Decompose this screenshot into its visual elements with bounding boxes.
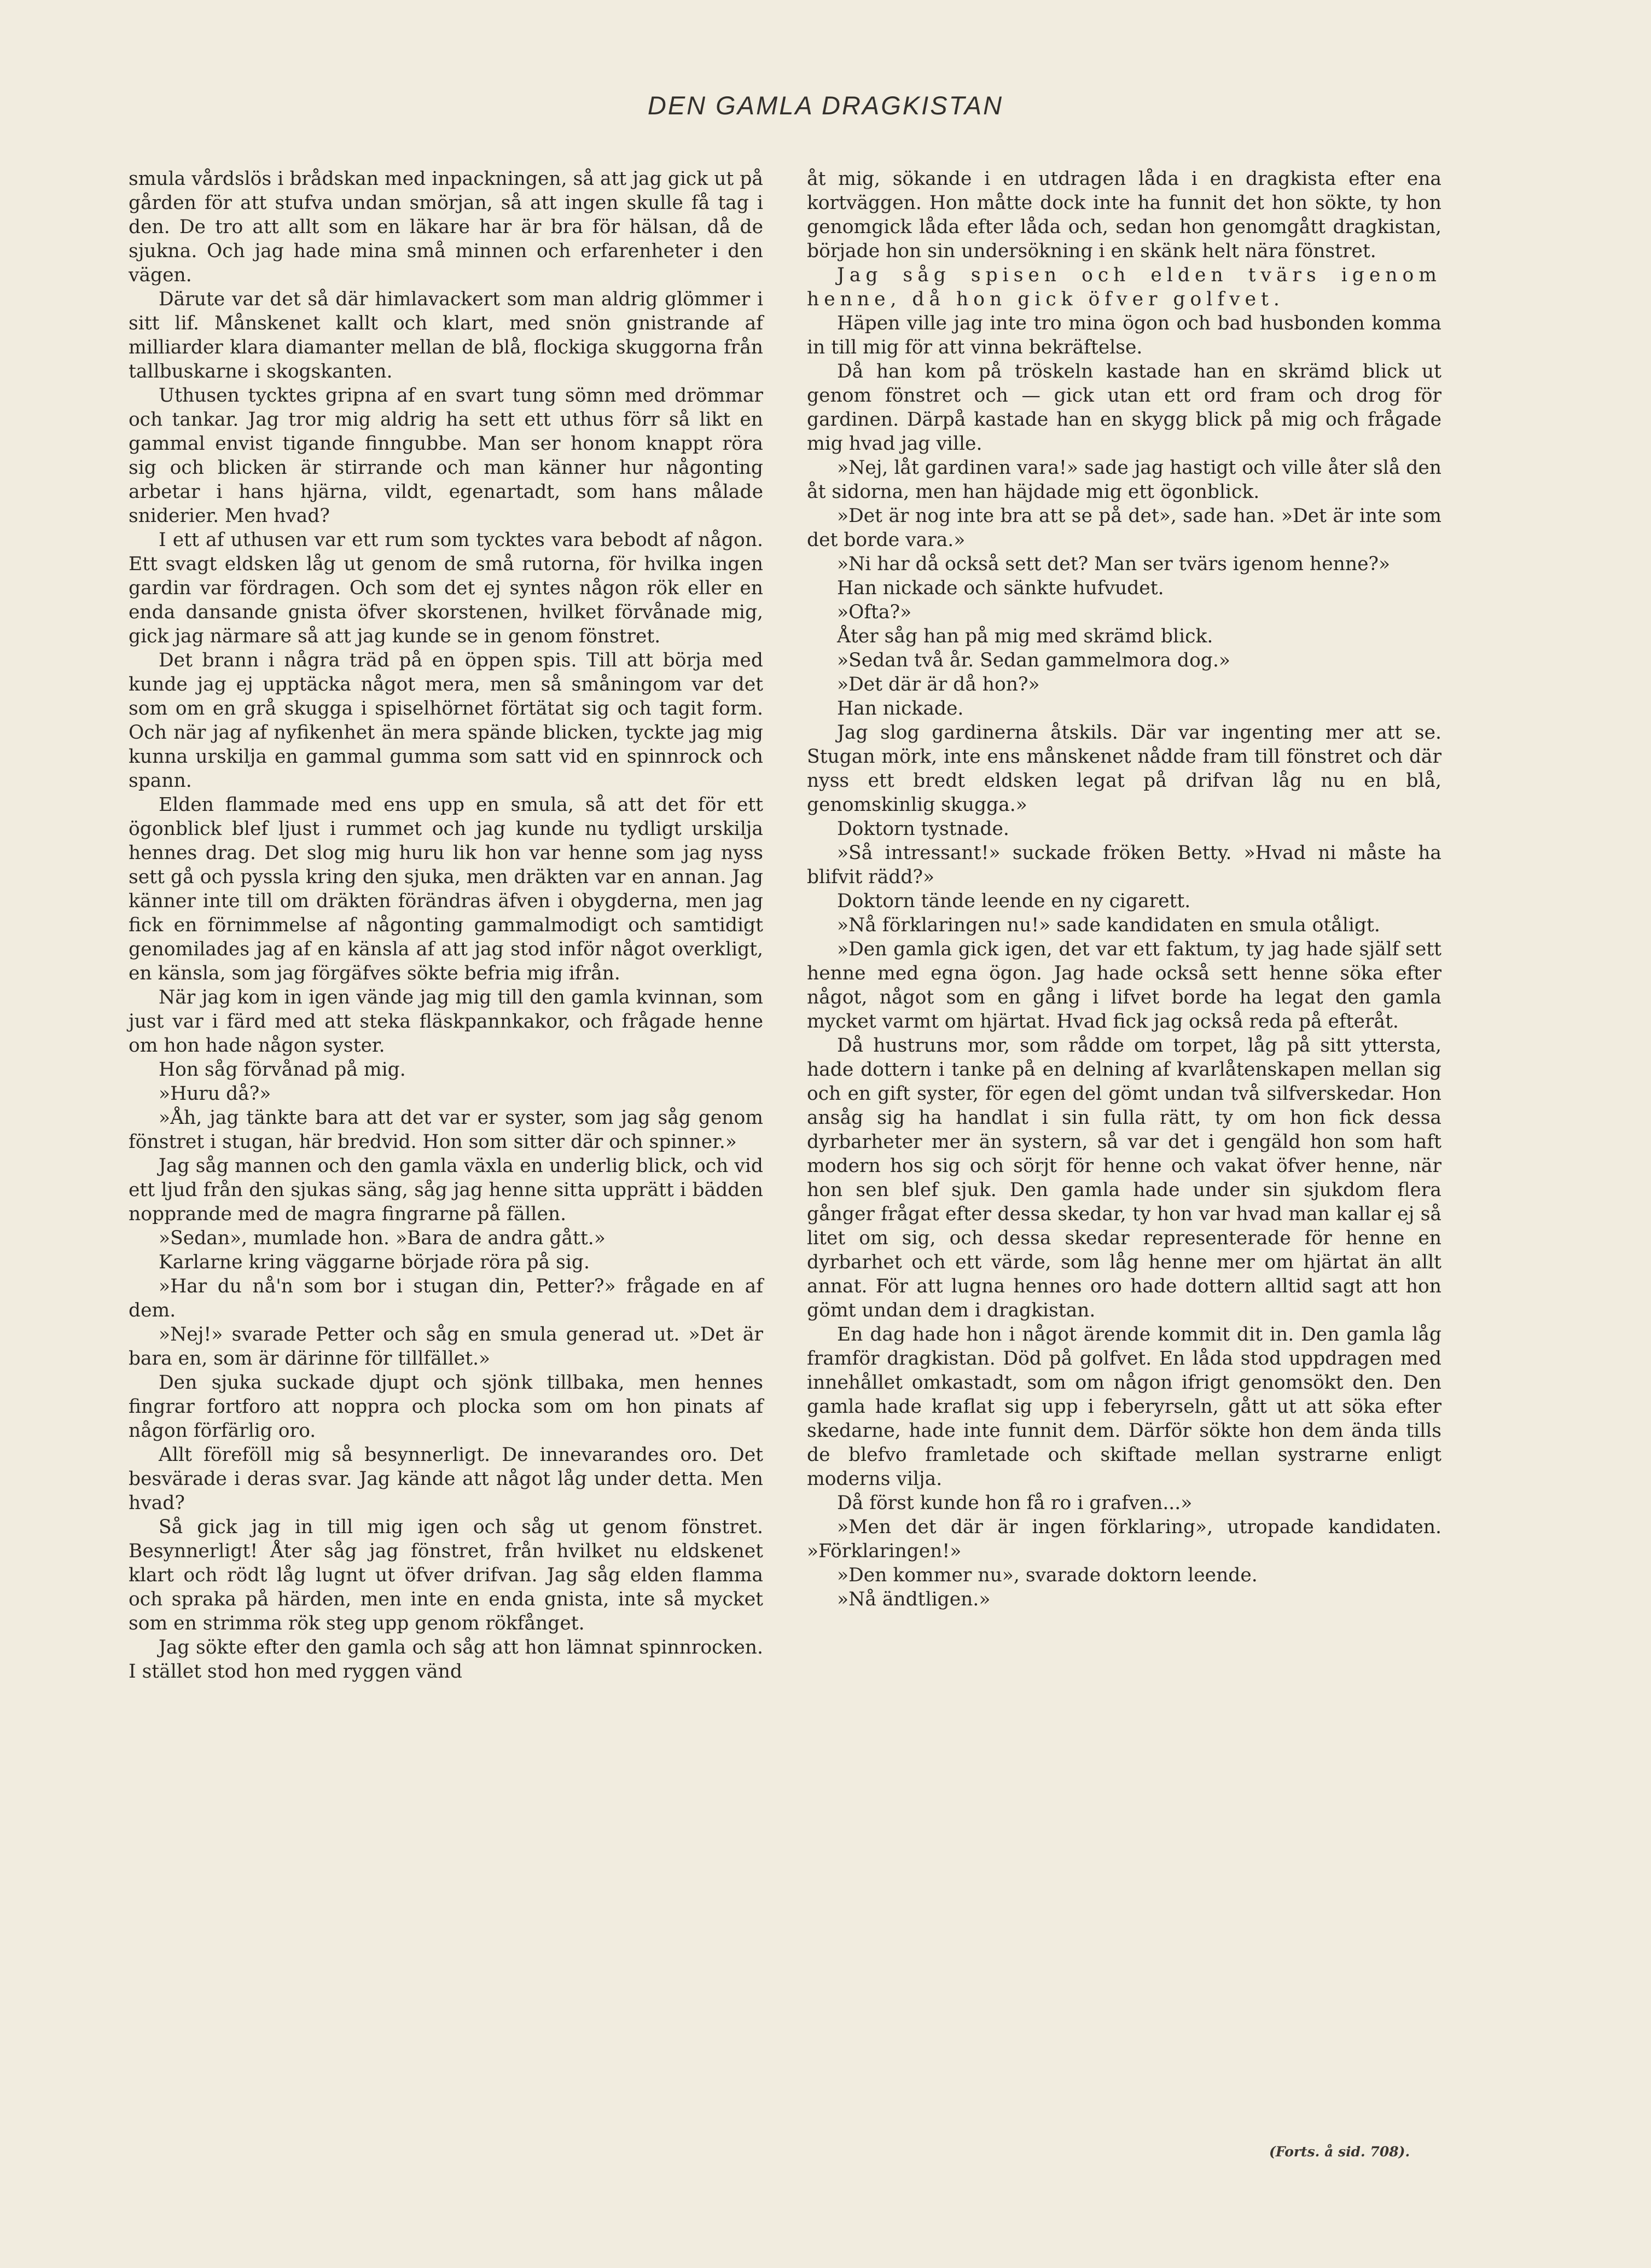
paragraph: smula vårdslös i brådskan med inpackningen, så att jag gick ut på gården för att stufva undan smörjan, så att ingen skulle få tag i den. De tro att allt som en läkare har är bra för hälsan, då de sjukna. Och jag hade mina små minnen och erfarenheter i den vägen. <box>129 168 763 286</box>
paragraph: »Nej, låt gardinen vara!» sade jag hastigt och ville åter slå den åt sidorna, men han häjdade mig ett ögonblick. <box>807 457 1441 503</box>
paragraph: Jag sökte efter den gamla och såg att hon lämnat spinnrocken. I stället stod hon med ryggen vänd <box>129 1637 763 1683</box>
paragraph: Då han kom på tröskeln kastade han en skrämd blick ut genom fönstret och — gick utan ett ord fram och drog för gardinen. Därpå kastade han en skygg blick på mig och frågade mig hvad jag ville. <box>807 361 1441 455</box>
paragraph: Åter såg han på mig med skrämd blick. <box>837 625 1213 647</box>
paragraph: »Den kommer nu», svarade doktorn leende. <box>837 1564 1258 1586</box>
paragraph: Doktorn tystnade. <box>837 818 1009 840</box>
paragraph: Jag slog gardinerna åtskils. Där var ingenting mer att se. Stugan mörk, inte ens månskenet nådde fram till fönstret och där nyss ett bredt eldsken legat på drifvan låg nu en blå, genomskinlig skugga.» <box>807 722 1441 816</box>
paragraph: »Nå ändtligen.» <box>837 1588 991 1610</box>
paragraph: »Det där är då hon?» <box>837 674 1040 695</box>
paragraph: »Nej!» svarade Petter och såg en smula generad ut. »Det är bara en, som är därinne för tillfället.» <box>129 1324 763 1370</box>
paragraph: Han nickade och sänkte hufvudet. <box>837 577 1164 599</box>
paragraph: En dag hade hon i något ärende kommit dit in. Den gamla låg framför dragkistan. Död på golfvet. En låda stod uppdragen med innehållet omkastadt, som om någon ifrigt genomsökt den. Den gamla hade kraflat sig upp i feberyrseln, gått ut att söka efter skedarne, hade inte funnit dem. Därför sökte hon dem ända tills de blefvo framletade och skiftade mellan systrarne enligt moderns vilja. <box>807 1324 1441 1490</box>
paragraph: »Så intressant!» suckade fröken Betty. »Hvad ni måste ha blifvit rädd?» <box>807 842 1441 888</box>
right-column <box>807 167 1441 1611</box>
continuation-note: (Forts. å sid. 708). <box>1269 2144 1410 2160</box>
paragraph: Därute var det så där himlavackert som man aldrig glömmer i sitt lif. Månskenet kallt och klart, med snön gnistrande af milliarder klara diamanter mellan de blå, flockiga skuggorna från tallbuskarne i skogskanten. <box>129 288 763 382</box>
spaced-emphasis-paragraph: Jag såg spisen och elden tvärs igenom henne, då hon gick öfver golfvet. <box>807 264 1441 310</box>
paragraph: »Det är nog inte bra att se på det», sade han. »Det är inte som det borde vara.» <box>807 505 1441 551</box>
paragraph: »Huru då?» <box>159 1083 271 1105</box>
running-head: DEN GAMLA DRAGKISTAN <box>647 91 1004 120</box>
paragraph: Häpen ville jag inte tro mina ögon och bad husbonden komma in till mig för att vinna bekräftelse. <box>807 312 1441 358</box>
paragraph: Elden flammade med ens upp en smula, så att det för ett ögonblick blef ljust i rummet och jag kunde nu tydligt urskilja hennes drag. Det slog mig huru lik hon var henne som jag nyss sett gå och pyssla kring den sjuka, men dräkten var en annan. Jag känner inte till om dräkten förändras äfven i obygderna, men jag fick en förnimmelse af någonting gammalmodigt och samtidigt genomilades jag af en känsla af att jag stod inför något overkligt, en känsla, som jag förgäfves sökte befria mig ifrån. <box>129 794 763 984</box>
paragraph: »Sedan två år. Sedan gammelmora dog.» <box>837 649 1231 671</box>
paragraph: Doktorn tände leende en ny cigarett. <box>837 890 1191 912</box>
paragraph: Karlarne kring väggarne började röra på sig. <box>159 1251 590 1273</box>
paragraph: Uthusen tycktes gripna af en svart tung sömn med drömmar och tankar. Jag tror mig aldrig ha sett ett uthus förr så likt en gammal envist tigande finngubbe. Man ser honom knappt röra sig och blicken är stirrande och man känner hur någonting arbetar i hans hjärna, vildt, egenartadt, som hans målade sniderier. Men hvad? <box>129 385 763 527</box>
paragraph: Allt föreföll mig så besynnerligt. De innevarandes oro. Det besvärade i deras svar. Jag kände att något låg under detta. Men hvad? <box>129 1444 763 1514</box>
paragraph: Det brann i några träd på en öppen spis. Till att börja med kunde jag ej upptäcka något mera, men så småningom var det som om en grå skugga i spiselhörnet förtätat sig och tagit form. Och när jag af nyfikenhet än mera spände blicken, tyckte jag mig kunna urskilja en gammal gumma som satt vid en spinnrock och spann. <box>129 649 763 792</box>
paragraph: När jag kom in igen vände jag mig till den gamla kvinnan, som just var i färd med att steka fläskpannkakor, och frågade henne om hon hade någon syster. <box>129 987 763 1057</box>
paragraph: »Har du nå'n som bor i stugan din, Petter?» frågade en af dem. <box>129 1275 763 1321</box>
paragraph: »Ofta?» <box>837 601 912 623</box>
paragraph: »Nå förklaringen nu!» sade kandidaten en smula otåligt. <box>837 914 1380 936</box>
paragraph: Så gick jag in till mig igen och såg ut genom fönstret. Besynnerligt! Åter såg jag fönstret, från hvilket nu eldskenet klart och rödt låg lugnt ut öfver drifvan. Jag såg elden flamma och spraka på härden, men inte en enda gnista, inte så mycket som en strimma rök steg upp genom rökfånget. <box>129 1516 763 1634</box>
left-column <box>129 167 763 1684</box>
paragraph: »Sedan», mumlade hon. »Bara de andra gått.» <box>159 1227 606 1249</box>
paragraph: »Åh, jag tänkte bara att det var er syster, som jag såg genom fönstret i stugan, här bredvid. Hon som sitter där och spinner.» <box>129 1107 763 1153</box>
paragraph: Hon såg förvånad på mig. <box>159 1059 406 1081</box>
paragraph: Han nickade. <box>837 698 964 720</box>
paragraph: »Ni har då också sett det? Man ser tvärs igenom henne?» <box>837 553 1391 575</box>
paragraph: Den sjuka suckade djupt och sjönk tillbaka, men hennes fingrar fortforo att noppra och plocka som om hon pinats af någon förfärlig oro. <box>129 1372 763 1442</box>
paragraph: »Den gamla gick igen, det var ett faktum, ty jag hade själf sett henne med egna ögon. Jag hade också sett henne söka efter något, något som en gång i lifvet borde ha legat den gamla mycket varmt om hjärtat. Hvad fick jag också reda på efteråt. <box>807 938 1441 1033</box>
paragraph: I ett af uthusen var ett rum som tycktes vara bebodt af någon. Ett svagt eldsken låg ut genom de små rutorna, för hvilka ingen gardin var fördragen. Och som det ej syntes någon rök eller en enda dansande gnista öfver skorstenen, hvilket förvånade mig, gick jag närmare så att jag kunde se in genom fönstret. <box>129 529 763 647</box>
paragraph: »Men det där är ingen förklaring», utropade kandidaten. »Förklaringen!» <box>807 1516 1441 1562</box>
paragraph: Då först kunde hon få ro i grafven...» <box>837 1492 1193 1514</box>
paragraph: Då hustruns mor, som rådde om torpet, låg på sitt yttersta, hade dottern i tanke på en delning af kvarlåtenskapen mellan sig och en gift syster, för egen del gömt undan två silfverskedar. Hon ansåg sig ha handlat i sin fulla rätt, ty om hon fick dessa dyrbarheter mer än systern, så var det i gengäld hon som haft modern hos sig och sörjt för henne och vakat öfver henne, när hon sen blef sjuk. Den gamla hade under sin sjukdom flera gånger frågat efter dessa skedar, ty hon var hvad man kallar ej så litet om sig, och dessa skedar representerade för henne en dyrbarhet och ett värde, som låg henne mer om hjärtat än allt annat. För att lugna hennes oro hade dottern alltid sagt att hon gömt undan dem i dragkistan. <box>807 1035 1441 1321</box>
paragraph: åt mig, sökande i en utdragen låda i en dragkista efter ena kortväggen. Hon måtte dock inte ha funnit det hon sökte, ty hon genomgick låda efter låda och, sedan hon genomgått dragkistan, började hon sin undersökning i en skänk helt nära fönstret. <box>807 168 1441 262</box>
paragraph: Jag såg mannen och den gamla växla en underlig blick, och vid ett ljud från den sjukas säng, såg jag henne sitta upprätt i bädden nopprande med de magra fingrarne på fällen. <box>129 1155 763 1225</box>
